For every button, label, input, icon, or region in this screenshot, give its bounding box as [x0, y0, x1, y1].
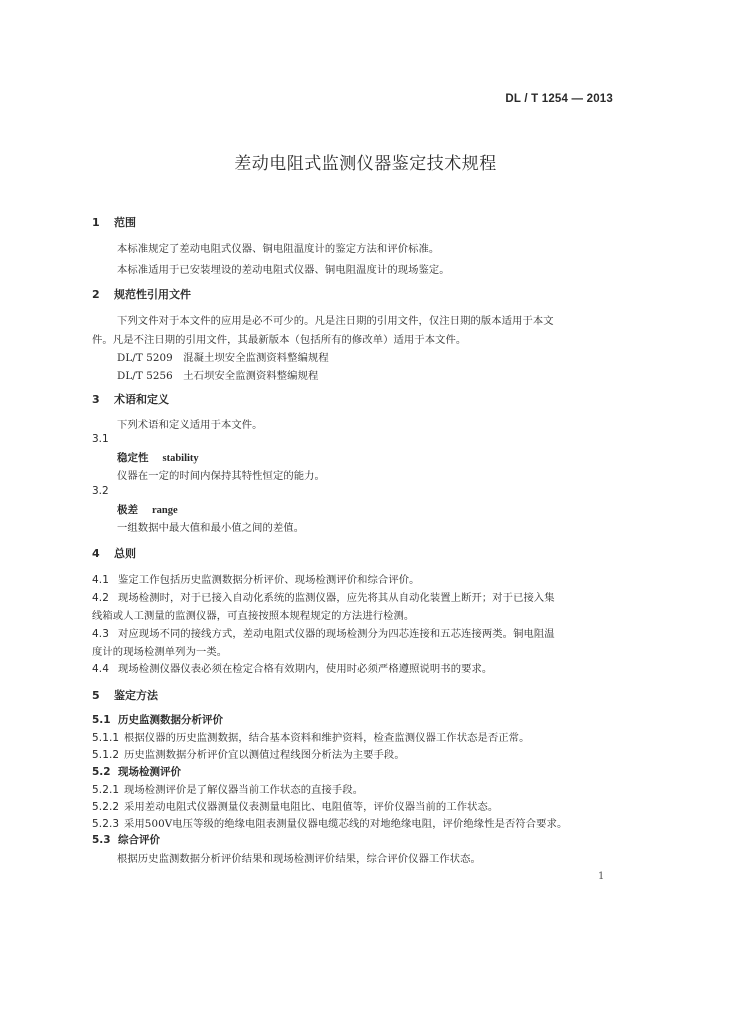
paragraph: 件。凡是不注日期的引用文件，其最新版本（包括所有的修改单）适用于本文件。	[92, 334, 467, 346]
clause-text: 采用500V电压等级的绝缘电阻表测量仪器电缆芯线的对地绝缘电阻，评价绝缘性是否符合要求。	[124, 818, 568, 830]
clause-text: 对应现场不同的接线方式，差动电阻式仪器的现场检测分为四芯连接和五芯连接两类。铜电阻温	[118, 628, 555, 640]
clause-text: 现场检测时，对于已接入自动化系统的监测仪器，应先将其从自动化装置上断开；对于已接入集	[118, 592, 555, 604]
section-number: 1	[92, 216, 100, 229]
clause-number: 5.1.1	[92, 732, 120, 744]
normative-reference: DL/T 5256 土石坝安全监测资料整编规程	[117, 370, 319, 382]
normative-reference: DL/T 5209 混凝土坝安全监测资料整编规程	[117, 352, 329, 364]
section-number: 3	[92, 393, 100, 406]
section-title: 范围	[114, 216, 136, 229]
subsection-number: 5.1	[92, 714, 111, 726]
clause-text: 现场检测评价是了解仪器当前工作状态的直接手段。	[124, 784, 364, 796]
term-definition: 一组数据中最大值和最小值之间的差值。	[117, 522, 305, 534]
term-zh: 极差	[117, 504, 138, 516]
paragraph: 根据历史监测数据分析评价结果和现场检测评价结果，综合评价仪器工作状态。	[117, 853, 481, 865]
section-title: 总则	[114, 547, 136, 560]
clause	[92, 798, 498, 813]
clause	[92, 589, 555, 604]
clause-number: 4.1	[92, 574, 109, 586]
subsection-number: 5.3	[92, 834, 111, 846]
page-number: 1	[598, 871, 605, 882]
section-1-heading	[92, 214, 136, 230]
clause-text: 现场检测仪器仪表必须在检定合格有效期内，使用时必须严格遵照说明书的要求。	[118, 663, 493, 675]
section-4-heading	[92, 545, 136, 561]
clause-text: 根据仪器的历史监测数据，结合基本资料和维护资料，检查监测仪器工作状态是否正常。	[124, 732, 530, 744]
term-definition: 仪器在一定的时间内保持其特性恒定的能力。	[117, 470, 325, 482]
section-title: 术语和定义	[114, 393, 169, 406]
subsection-number: 5.2	[92, 766, 111, 778]
clause-continuation: 度计的现场检测单列为一类。	[92, 646, 228, 658]
clause-number: 5.2.1	[92, 784, 120, 796]
clause-text: 历史监测数据分析评价宜以测值过程线图分析法为主要手段。	[124, 749, 405, 761]
clause	[92, 660, 492, 675]
term-en: range	[152, 505, 178, 516]
paragraph: 本标准适用于已安装埋设的差动电阻式仪器、铜电阻温度计的现场鉴定。	[117, 264, 450, 276]
clause	[92, 625, 555, 640]
standard-number: DL / T 1254 — 2013	[505, 93, 613, 105]
subsection-heading	[92, 764, 181, 779]
clause-number: 5.2.2	[92, 801, 120, 813]
clause	[92, 746, 405, 761]
clause	[92, 781, 363, 796]
clause-number: 4.3	[92, 628, 109, 640]
section-number: 5	[92, 689, 100, 702]
section-number: 4	[92, 547, 100, 560]
term-heading	[117, 450, 199, 465]
clause-text: 采用差动电阻式仪器测量仪表测量电阻比、电阻值等，评价仪器当前的工作状态。	[124, 801, 499, 813]
section-number: 2	[92, 288, 100, 301]
paragraph: 下列文件对于本文件的应用是必不可少的。凡是注日期的引用文件，仅注日期的版本适用于本文	[117, 315, 554, 327]
paragraph: 下列术语和定义适用于本文件。	[117, 419, 263, 431]
subsection-heading	[92, 712, 223, 727]
clause-continuation: 线箱或人工测量的监测仪器，可直接按照本规程规定的方法进行检测。	[92, 610, 415, 622]
clause-number: 5.2.3	[92, 818, 120, 830]
term-en: stability	[162, 453, 199, 464]
clause	[92, 571, 420, 586]
term-heading	[117, 502, 178, 517]
term-number: 3.1	[92, 433, 109, 445]
subsection-title: 历史监测数据分析评价	[118, 714, 223, 726]
section-2-heading	[92, 286, 191, 302]
clause	[92, 729, 529, 744]
section-3-heading	[92, 391, 169, 407]
subsection-title: 现场检测评价	[118, 766, 181, 778]
clause-text: 鉴定工作包括历史监测数据分析评价、现场检测评价和综合评价。	[118, 574, 420, 586]
clause	[92, 815, 567, 830]
paragraph: 本标准规定了差动电阻式仪器、铜电阻温度计的鉴定方法和评价标准。	[117, 243, 440, 255]
clause-number: 4.4	[92, 663, 109, 675]
section-title: 鉴定方法	[114, 689, 158, 702]
document-title: 差动电阻式监测仪器鉴定技术规程	[234, 154, 497, 174]
subsection-title: 综合评价	[118, 834, 160, 846]
term-number: 3.2	[92, 485, 109, 497]
clause-number: 5.1.2	[92, 749, 120, 761]
term-zh: 稳定性	[117, 452, 149, 464]
subsection-heading	[92, 832, 160, 847]
clause-number: 4.2	[92, 592, 109, 604]
section-title: 规范性引用文件	[114, 288, 191, 301]
section-5-heading	[92, 687, 158, 703]
